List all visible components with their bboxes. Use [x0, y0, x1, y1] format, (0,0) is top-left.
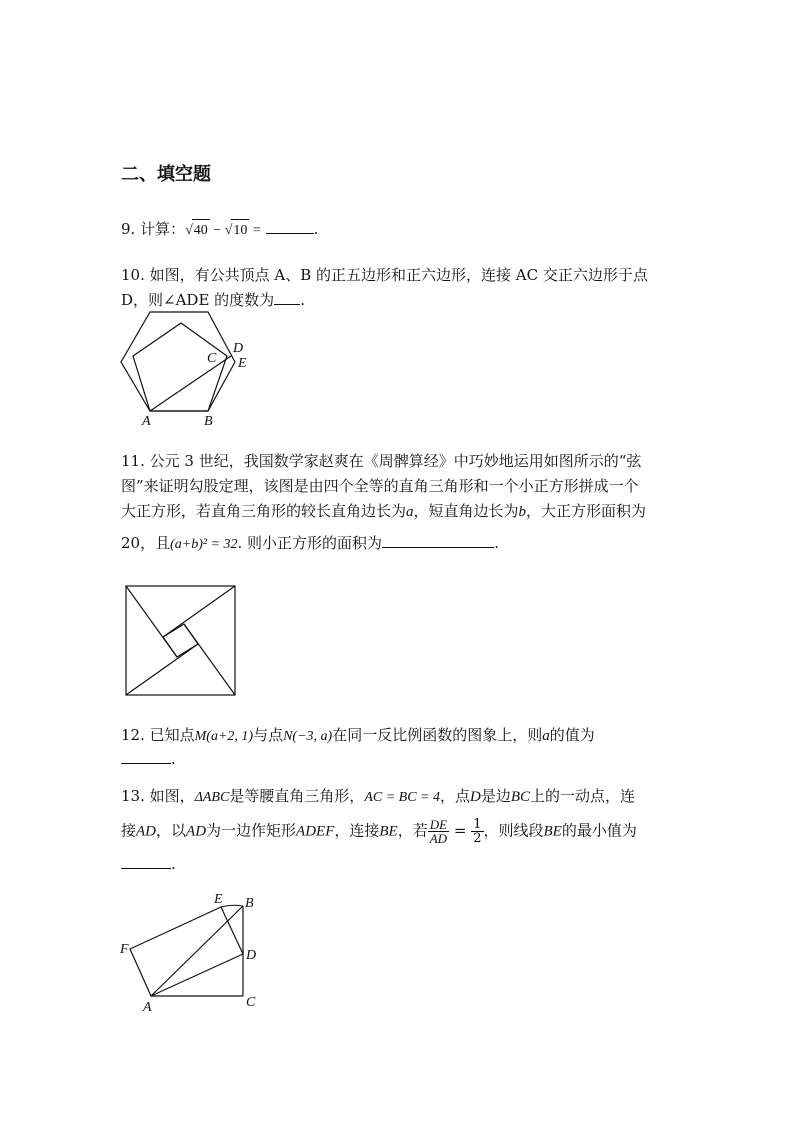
q13-half-den: 2: [473, 831, 482, 846]
q11-expression: (a+b)² = 32: [170, 537, 238, 552]
q13-side-bc: BC: [510, 789, 531, 805]
segment-ac: [150, 356, 231, 411]
q13-be-1: BE: [379, 823, 398, 840]
q12-end: .: [171, 750, 176, 768]
q12-text-d: 的值为: [549, 726, 595, 744]
q12-var-a: a: [542, 728, 550, 744]
q11-line4-a: 20，且: [121, 534, 171, 552]
q13-ratio-fraction: [428, 818, 449, 845]
q13-triangle: ΔABC: [194, 790, 230, 805]
label-a: A: [142, 414, 151, 429]
question-9: [121, 218, 318, 242]
label-d: D: [233, 341, 244, 356]
q13-frac-den: AD: [429, 831, 448, 846]
q12-text-a: 12. 已知点: [121, 726, 195, 744]
q12-text-c: 在同一反比例函数的图象上，则: [332, 726, 543, 744]
label-d: D: [246, 948, 257, 963]
q11-var-a: a: [406, 504, 414, 520]
question-12-line-2: [121, 748, 176, 770]
label-a: A: [143, 1000, 152, 1015]
q13-line2-a: 接: [121, 821, 137, 840]
label-c: C: [246, 995, 256, 1010]
q13-answer-blank[interactable]: [121, 854, 171, 869]
q11-answer-blank[interactable]: [382, 533, 494, 548]
q13-figure-triangle-rectangle: [112, 888, 272, 1016]
q11-figure-zhao-shuang-square: [124, 584, 238, 698]
q11-line3-a: 大正方形，若直角三角形的较长直角边长为: [121, 502, 407, 520]
label-f: F: [120, 942, 129, 957]
label-e: E: [238, 356, 247, 371]
q9-radicand-2: 10: [231, 219, 249, 242]
q9-equals: =: [252, 223, 261, 238]
q13-line2-f: ，则线段: [483, 821, 544, 840]
q11-var-b: b: [518, 504, 527, 520]
large-square: [126, 586, 235, 695]
triangle-leg-2: [163, 586, 235, 637]
question-11-line-2: 图”来证明勾股定理，该图是由四个全等的直角三角形和一个小正方形拼成一个: [121, 477, 639, 495]
q13-point-d: D: [470, 789, 481, 805]
q11-end: .: [494, 534, 499, 552]
label-c: C: [207, 351, 217, 366]
q13-line2-g: 的最小值为: [561, 821, 637, 840]
q10-figure-pentagon-hexagon: [110, 305, 260, 430]
q13-half-fraction: [471, 818, 483, 845]
question-11-line-3: [121, 500, 646, 523]
q13-line1-d: 是边: [480, 787, 511, 805]
question-13-line-1: [121, 785, 635, 809]
q13-half-num: 1: [473, 817, 482, 832]
q12-point-n: N(−3, a): [283, 729, 333, 744]
label-b: B: [204, 414, 213, 429]
regular-pentagon: [133, 323, 227, 411]
regular-hexagon: [121, 312, 235, 411]
segment-ab: [151, 906, 243, 996]
q13-line1-c: ，点: [440, 787, 471, 805]
q13-line1-b: 是等腰直角三角形，: [229, 787, 365, 805]
q13-equation: AC = BC = 4: [364, 790, 440, 805]
q12-text-b: 与点: [253, 726, 284, 744]
label-b: B: [245, 896, 254, 911]
question-13-line-3: [121, 853, 176, 875]
q13-line2-b: ，以: [156, 821, 187, 840]
q11-line3-b: ，短直角边长为: [413, 502, 519, 520]
arc-eb: [221, 905, 243, 907]
q13-ad-1: AD: [136, 823, 157, 840]
q10-line2-text: D，则∠ADE 的度数为: [121, 291, 275, 309]
question-12-line-1: [121, 724, 595, 748]
section-heading: 二、填空题: [121, 164, 211, 185]
question-13-line-2: [121, 818, 637, 845]
q11-line3-c: ，大正方形面积为: [526, 502, 647, 520]
q13-line2-c: 为一边作矩形: [206, 821, 297, 840]
q13-ad-2: AD: [186, 823, 207, 840]
triangle-leg-4: [126, 644, 198, 695]
q9-prefix: 9. 计算：: [121, 220, 186, 238]
label-e: E: [214, 892, 223, 907]
q13-line1-e: 上的一动点，连: [530, 787, 636, 805]
q12-answer-blank[interactable]: [121, 749, 171, 764]
rectangle-adef: [130, 907, 243, 996]
q13-frac-equals: =: [453, 821, 467, 840]
question-11-line-4: [121, 532, 499, 556]
q13-line2-e: ，若: [397, 821, 428, 840]
q9-minus: −: [213, 223, 222, 238]
question-10-line-1: 10. 如图，有公共顶点 A、B 的正五边形和正六边形，连接 AC 交正六边形于点: [121, 266, 648, 284]
q13-frac-num: DE: [429, 817, 448, 832]
q9-end: .: [313, 220, 319, 238]
q10-answer-blank[interactable]: [274, 290, 300, 305]
q13-line2-d: ，连接: [334, 821, 380, 840]
q13-be-2: BE: [543, 823, 562, 840]
q10-end: .: [300, 291, 305, 309]
question-11-line-1: 11. 公元 3 世纪，我国数学家赵爽在《周髀算经》中巧妙地运用如图所示的“弦: [121, 452, 642, 470]
q11-line4-b: . 则小正方形的面积为: [237, 534, 383, 552]
q13-end: .: [171, 855, 176, 873]
q13-line1-a: 13. 如图，: [121, 787, 195, 805]
q9-answer-blank[interactable]: [266, 219, 314, 234]
q12-point-m: M(a+2, 1): [194, 729, 254, 744]
q13-rectangle-adef: ADEF: [296, 823, 335, 840]
small-square: [163, 624, 198, 657]
q9-expression: √40 − √10 =: [185, 223, 261, 238]
q9-radicand-1: 40: [192, 219, 210, 242]
